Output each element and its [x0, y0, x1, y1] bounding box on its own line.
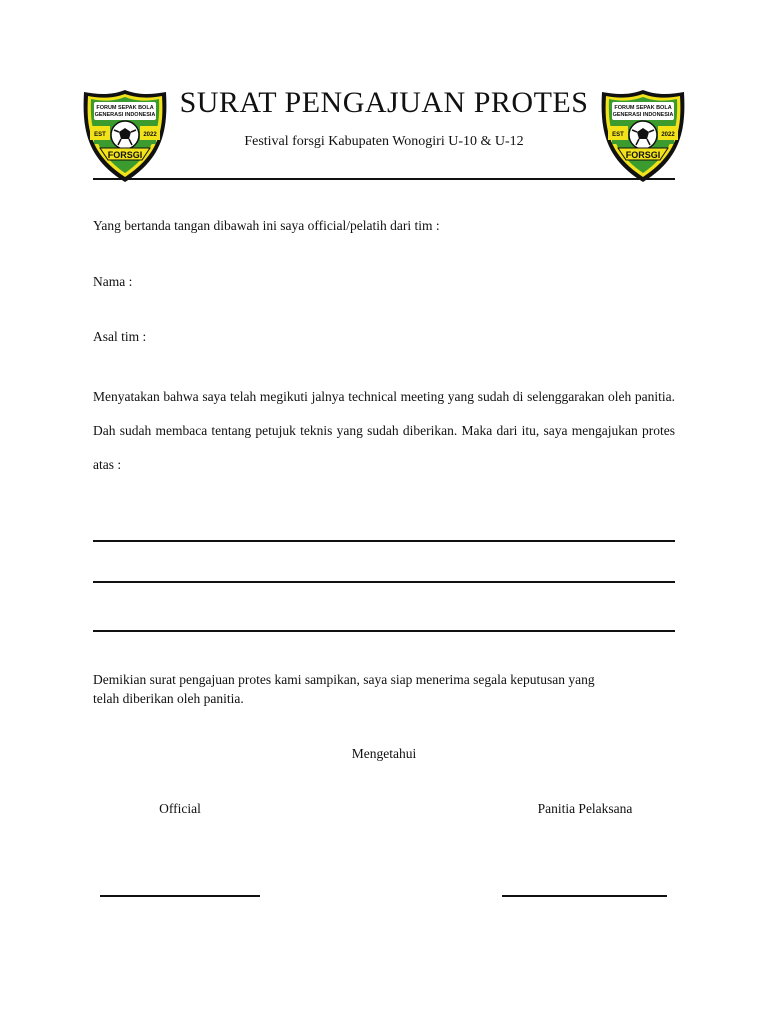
protest-fill-line: [93, 630, 675, 632]
protest-fill-line: [93, 540, 675, 542]
panitia-pelaksana-label: Panitia Pelaksana: [537, 801, 633, 816]
protest-fill-line: [93, 581, 675, 583]
logo-est: EST: [94, 132, 106, 138]
logo-line1: FORUM SEPAK BOLA: [614, 105, 672, 111]
logo-line2: GENERASI INDONESIA: [612, 112, 674, 118]
closing-line-1: Demikian surat pengajuan protes kami sampikan, saya siap menerima segala keputusan yang: [93, 672, 595, 687]
page-subtitle: Festival forsgi Kabupaten Wonogiri U-10 & U-12: [244, 134, 524, 149]
nama-label: Nama :: [93, 274, 133, 289]
closing-line-2: telah diberikan oleh panitia.: [93, 691, 244, 706]
statement-paragraph: Menyatakan bahwa saya telah megikuti jalnya technical meeting yang sudah di selenggarakan oleh panitia. Dah sudah membaca tentang petujuk teknis yang sudah diberikan. Maka dari itu, saya mengajukan protes atas :: [93, 389, 675, 472]
official-signature-line: [100, 895, 260, 897]
logo-name: FORSGI: [625, 150, 661, 160]
intro-text: Yang bertanda tangan dibawah ini saya official/pelatih dari tim :: [93, 218, 440, 233]
logo-line2: GENERASI INDONESIA: [94, 112, 156, 118]
logo-line1: FORUM SEPAK BOLA: [96, 105, 154, 111]
logo-year: 2022: [143, 132, 157, 138]
closing-paragraph: [93, 670, 675, 708]
mengetahui-label: Mengetahui: [351, 746, 417, 761]
logo-year: 2022: [661, 132, 675, 138]
logo-name: FORSGI: [107, 150, 143, 160]
logo-est: EST: [612, 132, 624, 138]
asal-tim-label: Asal tim :: [93, 329, 147, 344]
page-title: SURAT PENGAJUAN PROTES: [179, 86, 589, 119]
panitia-signature-line: [502, 895, 667, 897]
header-divider: [93, 178, 675, 180]
official-label: Official: [159, 801, 201, 816]
